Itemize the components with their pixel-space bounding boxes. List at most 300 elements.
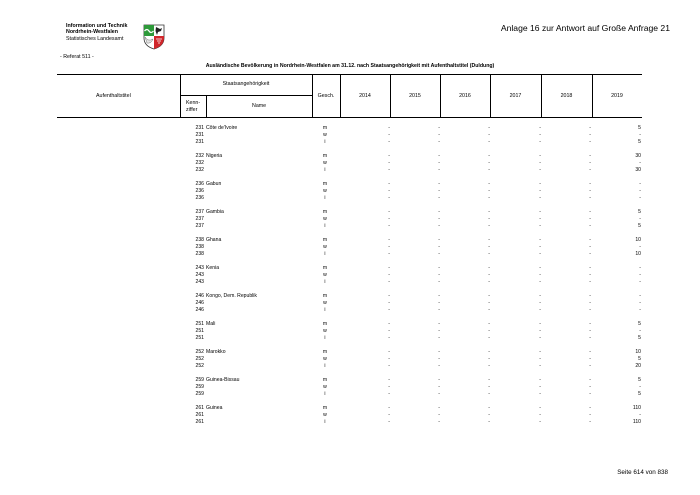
org-region: Nordrhein-Westfalen [66, 29, 118, 36]
gesch-cell: w [323, 300, 327, 306]
value-cell: - [488, 349, 490, 355]
country-group [0, 265, 700, 292]
value-cell: - [438, 251, 440, 257]
value-cell: - [388, 209, 390, 215]
value-cell: - [388, 160, 390, 166]
value-cell: - [589, 265, 591, 271]
kennziffer-cell: 246 [195, 307, 204, 313]
value-cell: - [539, 419, 541, 425]
table-row [0, 419, 700, 426]
value-cell: - [388, 356, 390, 362]
table-row [0, 160, 700, 167]
value-cell: - [438, 265, 440, 271]
country-name-cell: Ghana [206, 237, 222, 243]
value-cell: - [488, 293, 490, 299]
gesch-cell: i [324, 363, 326, 369]
value-cell: - [639, 195, 641, 201]
value-cell: - [438, 125, 440, 131]
table-row [0, 251, 700, 258]
header-top-rule [57, 74, 642, 75]
kennziffer-cell: 251 [195, 328, 204, 334]
kennziffer-cell: 231 [195, 139, 204, 145]
country-name-cell: Côte de'Ivoire [206, 125, 238, 131]
kennziffer-cell: 238 [195, 244, 204, 250]
table-row [0, 237, 700, 244]
value-cell: - [438, 237, 440, 243]
value-cell: - [589, 321, 591, 327]
value-cell: - [388, 195, 390, 201]
value-cell: - [639, 300, 641, 306]
col-kennziffer-line1: Kenn- [186, 100, 201, 106]
table-row [0, 300, 700, 307]
value-cell: - [488, 356, 490, 362]
gesch-cell: i [324, 335, 326, 341]
value-cell: - [488, 363, 490, 369]
table-row [0, 125, 700, 132]
col-aufenthaltstitel: Aufenthaltstitel [96, 93, 131, 99]
value-cell: - [388, 335, 390, 341]
value-cell: - [539, 125, 541, 131]
value-cell: - [539, 279, 541, 285]
gesch-cell: m [322, 125, 328, 131]
table-row [0, 328, 700, 335]
value-cell: - [539, 328, 541, 334]
value-cell: - [388, 293, 390, 299]
kennziffer-cell: 252 [195, 356, 204, 362]
country-group [0, 125, 700, 152]
table-row [0, 412, 700, 419]
gesch-cell: w [323, 160, 327, 166]
value-cell: - [589, 307, 591, 313]
value-cell: 110 [632, 405, 641, 411]
value-cell: - [589, 251, 591, 257]
table-row [0, 405, 700, 412]
value-cell: - [639, 265, 641, 271]
value-cell: 20 [635, 363, 641, 369]
value-cell: - [539, 251, 541, 257]
gesch-cell: m [322, 321, 328, 327]
col-year: 2018 [560, 93, 573, 99]
gesch-cell: m [322, 237, 328, 243]
kennziffer-cell: 232 [195, 153, 204, 159]
value-cell: - [438, 195, 440, 201]
value-cell: - [388, 405, 390, 411]
value-cell: - [438, 328, 440, 334]
value-cell: 5 [638, 356, 641, 362]
kennziffer-cell: 243 [195, 279, 204, 285]
gesch-cell: m [322, 209, 328, 215]
value-cell: - [589, 125, 591, 131]
value-cell: - [639, 188, 641, 194]
value-cell: - [539, 384, 541, 390]
country-name-cell: Gabun [206, 181, 222, 187]
value-cell: 5 [638, 321, 641, 327]
kennziffer-cell: 231 [195, 132, 204, 138]
table-row [0, 265, 700, 272]
value-cell: 5 [638, 125, 641, 131]
value-cell: - [589, 279, 591, 285]
value-cell: - [388, 181, 390, 187]
kennziffer-cell: 259 [195, 391, 204, 397]
col-year: 2016 [459, 93, 471, 99]
value-cell: 5 [638, 223, 641, 229]
value-cell: - [438, 132, 440, 138]
value-cell: - [639, 244, 641, 250]
value-cell: - [539, 307, 541, 313]
kennziffer-cell: 236 [195, 188, 204, 194]
value-cell: - [438, 160, 440, 166]
value-cell: - [438, 153, 440, 159]
value-cell: 5 [638, 139, 641, 145]
table-row [0, 244, 700, 251]
value-cell: - [589, 405, 591, 411]
org-name: Information und Technik [66, 23, 128, 29]
gesch-cell: i [324, 223, 326, 229]
value-cell: - [539, 412, 541, 418]
gesch-cell: m [322, 265, 328, 271]
value-cell: - [488, 188, 490, 194]
value-cell: - [589, 139, 591, 145]
value-cell: - [438, 419, 440, 425]
value-cell: - [388, 391, 390, 397]
value-cell: - [388, 167, 390, 173]
value-cell: - [438, 272, 440, 278]
table-row [0, 188, 700, 195]
gesch-cell: w [323, 356, 327, 362]
kennziffer-cell: 238 [195, 237, 204, 243]
country-group [0, 153, 700, 180]
value-cell: - [488, 377, 490, 383]
table-row [0, 181, 700, 188]
country-group [0, 349, 700, 376]
country-group [0, 237, 700, 264]
value-cell: - [438, 349, 440, 355]
value-cell: - [488, 419, 490, 425]
value-cell: - [589, 419, 591, 425]
value-cell: - [488, 279, 490, 285]
value-cell: - [589, 328, 591, 334]
table-row [0, 349, 700, 356]
gesch-cell: i [324, 307, 326, 313]
value-cell: - [438, 181, 440, 187]
table-row [0, 153, 700, 160]
value-cell: - [589, 335, 591, 341]
value-cell: - [388, 279, 390, 285]
kennziffer-cell: 236 [195, 181, 204, 187]
value-cell: - [438, 167, 440, 173]
value-cell: - [589, 167, 591, 173]
table-row [0, 279, 700, 286]
value-cell: - [388, 244, 390, 250]
value-cell: - [639, 328, 641, 334]
value-cell: 110 [632, 419, 641, 425]
value-cell: - [488, 251, 490, 257]
value-cell: - [388, 307, 390, 313]
value-cell: - [589, 195, 591, 201]
value-cell: - [488, 153, 490, 159]
value-cell: - [539, 209, 541, 215]
gesch-cell: w [323, 132, 327, 138]
value-cell: - [488, 181, 490, 187]
value-cell: - [438, 321, 440, 327]
gesch-cell: w [323, 216, 327, 222]
value-cell: - [488, 195, 490, 201]
gesch-cell: i [324, 391, 326, 397]
value-cell: 10 [635, 349, 641, 355]
nrw-coat-of-arms-icon [142, 24, 166, 50]
country-name-cell: Nigeria [206, 153, 223, 159]
value-cell: - [488, 405, 490, 411]
value-cell: - [589, 391, 591, 397]
value-cell: - [589, 356, 591, 362]
gesch-cell: w [323, 188, 327, 194]
value-cell: - [639, 307, 641, 313]
kennziffer-cell: 231 [195, 125, 204, 131]
kennziffer-cell: 261 [195, 412, 204, 418]
gesch-cell: m [322, 153, 328, 159]
kennziffer-cell: 251 [195, 335, 204, 341]
kennziffer-cell: 237 [195, 216, 204, 222]
kennziffer-cell: 259 [195, 384, 204, 390]
gesch-cell: w [323, 272, 327, 278]
value-cell: - [639, 272, 641, 278]
value-cell: - [438, 412, 440, 418]
value-cell: - [589, 363, 591, 369]
value-cell: - [589, 223, 591, 229]
value-cell: - [438, 384, 440, 390]
value-cell: - [488, 300, 490, 306]
table-row [0, 307, 700, 314]
value-cell: - [488, 412, 490, 418]
kennziffer-cell: 236 [195, 195, 204, 201]
gesch-cell: i [324, 251, 326, 257]
value-cell: - [388, 153, 390, 159]
gesch-cell: m [322, 293, 328, 299]
value-cell: - [488, 167, 490, 173]
document-reference: Anlage 16 zur Antwort auf Große Anfrage 21 [500, 23, 670, 33]
value-cell: - [589, 132, 591, 138]
value-cell: - [388, 412, 390, 418]
value-cell: - [488, 132, 490, 138]
col-year: 2015 [409, 93, 421, 99]
kennziffer-cell: 251 [195, 321, 204, 327]
gesch-cell: m [322, 405, 328, 411]
col-year: 2014 [359, 93, 371, 99]
table-row [0, 272, 700, 279]
value-cell: - [438, 307, 440, 313]
value-cell: - [539, 153, 541, 159]
value-cell: - [589, 237, 591, 243]
value-cell: - [539, 223, 541, 229]
gesch-cell: w [323, 328, 327, 334]
gesch-cell: w [323, 244, 327, 250]
value-cell: - [388, 237, 390, 243]
value-cell: - [388, 328, 390, 334]
value-cell: - [438, 209, 440, 215]
country-name-cell: Guinea-Bissau [206, 377, 240, 383]
table-row [0, 321, 700, 328]
table-row [0, 335, 700, 342]
org-subtitle: Statistisches Landesamt [66, 35, 124, 42]
table-row [0, 216, 700, 223]
value-cell: - [539, 356, 541, 362]
country-name-cell: Gambia [206, 209, 224, 215]
table-row [0, 377, 700, 384]
value-cell: - [539, 335, 541, 341]
col-year: 2017 [509, 93, 522, 99]
value-cell: - [539, 321, 541, 327]
value-cell: - [589, 181, 591, 187]
value-cell: - [589, 349, 591, 355]
table-title: Ausländische Bevölkerung in Nordrhein-Westfalen am 31.12. nach Staatsangehörigkeit mit Aufenthaltstitel (Duldung) [205, 63, 495, 69]
value-cell: - [388, 384, 390, 390]
value-cell: - [539, 272, 541, 278]
kennziffer-cell: 232 [195, 160, 204, 166]
value-cell: - [438, 188, 440, 194]
value-cell: - [438, 223, 440, 229]
value-cell: - [488, 391, 490, 397]
value-cell: - [388, 216, 390, 222]
gesch-cell: i [324, 419, 326, 425]
value-cell: - [488, 223, 490, 229]
table-row [0, 363, 700, 370]
value-cell: - [639, 279, 641, 285]
col-staatsangehoerigkeit: Staatsangehörigkeit [222, 81, 270, 87]
gesch-cell: m [322, 349, 328, 355]
gesch-cell: w [323, 412, 327, 418]
value-cell: - [539, 237, 541, 243]
value-cell: - [539, 216, 541, 222]
value-cell: - [488, 125, 490, 131]
value-cell: - [438, 279, 440, 285]
value-cell: - [639, 216, 641, 222]
value-cell: - [388, 300, 390, 306]
value-cell: - [488, 160, 490, 166]
value-cell: - [589, 216, 591, 222]
value-cell: - [589, 384, 591, 390]
value-cell: - [388, 321, 390, 327]
value-cell: 10 [635, 251, 641, 257]
page-number: Seite 614 von 838 [617, 469, 668, 476]
value-cell: - [589, 377, 591, 383]
header-bottom-rule [57, 117, 642, 118]
value-cell: - [438, 139, 440, 145]
value-cell: - [388, 272, 390, 278]
value-cell: - [388, 251, 390, 257]
value-cell: 5 [638, 391, 641, 397]
gesch-cell: i [324, 167, 326, 173]
value-cell: - [388, 377, 390, 383]
value-cell: - [488, 384, 490, 390]
country-name-cell: Kongo, Dem. Republik [206, 293, 257, 299]
value-cell: - [639, 181, 641, 187]
col-year: 2019 [611, 93, 623, 99]
kennziffer-cell: 237 [195, 209, 204, 215]
value-cell: - [589, 188, 591, 194]
kennziffer-cell: 252 [195, 349, 204, 355]
value-cell: - [438, 244, 440, 250]
value-cell: - [388, 188, 390, 194]
value-cell: 5 [638, 377, 641, 383]
value-cell: - [589, 160, 591, 166]
kennziffer-cell: 246 [195, 300, 204, 306]
value-cell: - [438, 335, 440, 341]
country-name-cell: Marokko [206, 349, 226, 355]
value-cell: - [539, 363, 541, 369]
value-cell: - [539, 188, 541, 194]
value-cell: - [388, 363, 390, 369]
value-cell: - [438, 293, 440, 299]
value-cell: - [539, 300, 541, 306]
value-cell: - [388, 223, 390, 229]
value-cell: - [589, 244, 591, 250]
gesch-cell: i [324, 279, 326, 285]
table-row [0, 223, 700, 230]
gesch-cell: i [324, 195, 326, 201]
value-cell: - [438, 216, 440, 222]
value-cell: - [388, 419, 390, 425]
value-cell: - [639, 384, 641, 390]
value-cell: - [539, 244, 541, 250]
country-group [0, 293, 700, 320]
value-cell: - [438, 405, 440, 411]
value-cell: - [488, 244, 490, 250]
value-cell: - [388, 349, 390, 355]
value-cell: - [539, 132, 541, 138]
value-cell: - [438, 377, 440, 383]
value-cell: - [539, 195, 541, 201]
kennziffer-cell: 243 [195, 265, 204, 271]
table-row [0, 139, 700, 146]
value-cell: - [539, 139, 541, 145]
col-kennziffer-line2: ziffer [186, 107, 198, 113]
country-name-cell: Mali [206, 321, 216, 327]
value-cell: - [539, 160, 541, 166]
value-cell: - [438, 356, 440, 362]
value-cell: - [589, 293, 591, 299]
value-cell: - [639, 293, 641, 299]
header-divider [206, 95, 207, 117]
gesch-cell: m [322, 377, 328, 383]
gesch-cell: i [324, 139, 326, 145]
value-cell: - [488, 335, 490, 341]
value-cell: - [639, 160, 641, 166]
value-cell: 5 [638, 209, 641, 215]
value-cell: - [639, 412, 641, 418]
table-row [0, 356, 700, 363]
value-cell: - [488, 307, 490, 313]
value-cell: - [539, 405, 541, 411]
value-cell: 30 [635, 167, 641, 173]
value-cell: - [589, 412, 591, 418]
country-name-cell: Kenia [206, 265, 220, 271]
staatsangehoerigkeit-rule [180, 95, 312, 96]
value-cell: - [438, 300, 440, 306]
kennziffer-cell: 261 [195, 419, 204, 425]
kennziffer-cell: 243 [195, 272, 204, 278]
value-cell: - [539, 377, 541, 383]
country-group [0, 321, 700, 348]
gesch-cell: w [323, 384, 327, 390]
value-cell: - [438, 391, 440, 397]
table-row [0, 195, 700, 202]
value-cell: - [589, 300, 591, 306]
value-cell: - [438, 363, 440, 369]
value-cell: - [488, 272, 490, 278]
kennziffer-cell: 261 [195, 405, 204, 411]
gesch-cell: m [322, 181, 328, 187]
table-row [0, 132, 700, 139]
